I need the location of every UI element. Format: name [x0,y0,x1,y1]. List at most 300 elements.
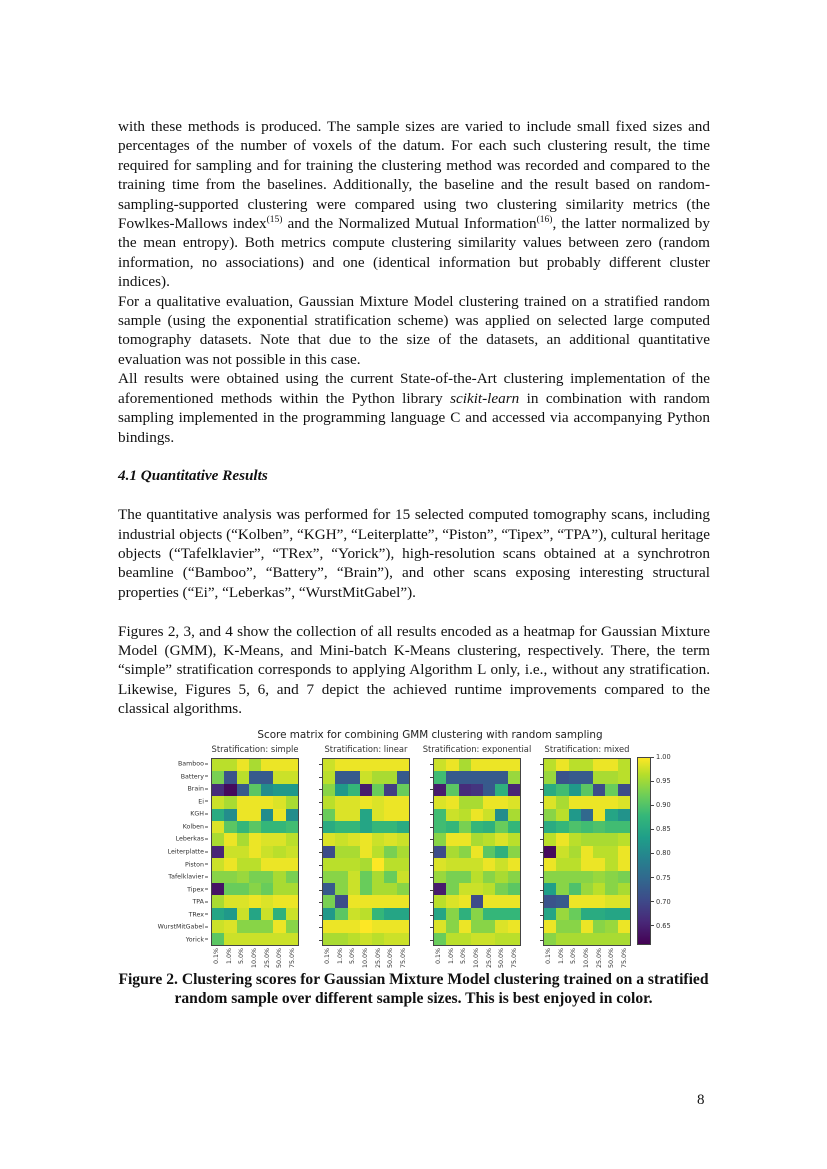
heatmap-cell [323,821,335,833]
y-tick [319,865,322,866]
row-label: Leiterplatte [168,849,208,856]
heatmap-cell [446,920,458,932]
heatmap-cell [618,833,630,845]
heatmap-cell [323,920,335,932]
chart-title: Score matrix for combining GMM clustering with random sampling [257,729,603,741]
heatmap-cell [224,784,236,796]
heatmap-cell [212,821,224,833]
heatmap-cell [593,796,605,808]
y-tick [430,890,433,891]
y-tick [540,877,543,878]
heatmap-cell [446,895,458,907]
heatmap-cell [335,883,347,895]
heatmap-cell [348,920,360,932]
heatmap-cell [286,908,298,920]
heatmap-cell [593,784,605,796]
heatmap-cell [556,895,568,907]
heatmap-cell [495,821,507,833]
heatmap-cell [495,871,507,883]
y-tick [430,839,433,840]
heatmap-cell [618,871,630,883]
heatmap-cell [249,858,261,870]
reference-16: (16) [536,215,553,226]
heatmap-cell [286,846,298,858]
heatmap-cell [237,883,249,895]
column-label: 75.0% [288,948,296,969]
heatmap-cell [556,833,568,845]
heatmap-cell [335,784,347,796]
heatmap-cell [372,821,384,833]
heatmap-cell [446,846,458,858]
heatmap-cell [495,784,507,796]
heatmap-cell [372,809,384,821]
heatmap-cell [397,933,409,945]
row-labels [120,758,208,946]
colorbar-tick: 0.85 [651,825,671,833]
heatmap-cell [397,784,409,796]
heatmap-cell [224,833,236,845]
heatmap-cell [508,771,520,783]
heatmap-cell [384,809,396,821]
heatmap-cell [372,895,384,907]
heatmap-cell [348,771,360,783]
y-tick [540,839,543,840]
y-tick [540,865,543,866]
heatmap-cell [618,809,630,821]
heatmap-cell [249,796,261,808]
heatmap-cell [495,895,507,907]
heatmap-cell [372,784,384,796]
heatmap-cell [581,784,593,796]
heatmap-cell [483,846,495,858]
heatmap-cell [569,883,581,895]
heatmap-cell [483,883,495,895]
heatmap-cell [618,771,630,783]
heatmap-cell [237,933,249,945]
heatmap-cell [273,895,285,907]
heatmap-cell [593,871,605,883]
heatmap-cell [434,796,446,808]
column-label: 10.0% [362,948,369,969]
heatmap-cell [286,933,298,945]
heatmap-cell [273,759,285,771]
heatmap-cell [605,833,617,845]
heatmap-cell [593,833,605,845]
heatmap-cell [212,908,224,920]
heatmap-cell [212,846,224,858]
heatmap-cell [323,858,335,870]
heatmap-cell [495,908,507,920]
heatmap-cell [397,920,409,932]
heatmap-cell [224,846,236,858]
heatmap-cell [446,858,458,870]
heatmap-cell [605,784,617,796]
y-tick [540,890,543,891]
heatmap-cell [569,933,581,945]
column-label: 25.0% [595,948,603,969]
row-label: Leberkas [176,836,208,843]
heatmap-cell [249,809,261,821]
heatmap-cell [495,809,507,821]
y-tick [319,927,322,928]
column-label: 0.1% [324,948,332,964]
heatmap-cell [360,833,372,845]
heatmap-cell [273,871,285,883]
heatmap-cell [605,858,617,870]
heatmap-cell [224,759,236,771]
section-heading: 4.1 Quantitative Results [118,467,268,485]
heatmap-cell [569,895,581,907]
heatmap-cell [348,784,360,796]
heatmap-cell [605,771,617,783]
paragraph-text: All results were obtained using the current State-of-the-Art clustering implementation of the aforementioned methods within the Python library [118,370,710,407]
y-tick [540,902,543,903]
heatmap-cell [212,759,224,771]
colorbar-tick: 0.90 [651,801,671,809]
y-tick [319,827,322,828]
row-label: Ei [198,798,208,805]
heatmap-cell [569,871,581,883]
heatmap-cell [397,821,409,833]
y-tick [319,915,322,916]
heatmap-cell [237,908,249,920]
y-tick [430,927,433,928]
heatmap-panel [433,758,521,946]
y-tick [540,777,543,778]
heatmap-cell [471,833,483,845]
column-label: 5.0% [349,948,357,964]
heatmap-cell [569,920,581,932]
paragraph-datasets: The quantitative analysis was performed for 15 selected computed tomography scans, including industrial objects (“Kolben”, “KGH”, “Leiterplatte”, “Piston”, “Tipex”, “TPA”), cultural heritage objects (“Tafelklavier”, “TRex”, “Yorick”), high-resolution scans obtained at a synchrotron beamline (“Bamboo”, “Battery”, “Brain”), and other scans exposing interesting structural properties (“Ei”, “Leberkas”, “WurstMitGabel”). [118,506,710,601]
heatmap-cell [618,759,630,771]
heatmap-cell [397,833,409,845]
heatmap-cell [434,908,446,920]
heatmap-cell [224,883,236,895]
heatmap-cell [483,871,495,883]
heatmap-cell [508,933,520,945]
row-label: TPA [192,899,208,906]
heatmap-panel [322,758,410,946]
heatmap-cell [569,759,581,771]
heatmap-cell [261,796,273,808]
heatmap-cell [397,895,409,907]
row-label: Tafelklavier [168,874,208,881]
heatmap-cell [544,908,556,920]
heatmap-cell [483,858,495,870]
heatmap-cell [261,759,273,771]
heatmap-cell [508,908,520,920]
y-tick [540,827,543,828]
heatmap-cell [360,771,372,783]
heatmap-cell [384,771,396,783]
heatmap-cell [618,784,630,796]
heatmap-cell [323,908,335,920]
heatmap-cell [495,846,507,858]
heatmap-cell [459,784,471,796]
heatmap-cell [434,920,446,932]
heatmap-cell [581,858,593,870]
heatmap-cell [372,858,384,870]
heatmap-cell [237,858,249,870]
heatmap-cell [508,821,520,833]
y-tick [540,927,543,928]
column-label: 1.0% [225,948,233,964]
heatmap-cell [593,933,605,945]
heatmap-cell [544,883,556,895]
heatmap-cell [384,871,396,883]
row-label: KGH [190,811,208,818]
y-tick [430,902,433,903]
heatmap-cell [273,883,285,895]
heatmap-cell [605,846,617,858]
y-tick [540,940,543,941]
column-label: 75.0% [399,948,407,969]
heatmap-cell [212,920,224,932]
heatmap-cell [348,933,360,945]
colorbar [637,757,651,945]
heatmap-cell [618,796,630,808]
heatmap-cell [459,895,471,907]
heatmap-cell [581,821,593,833]
heatmap-cell [495,920,507,932]
heatmap-cell [459,883,471,895]
heatmap-cell [286,895,298,907]
heatmap-cell [397,759,409,771]
row-label: Piston [185,861,208,868]
paragraph-text: in combination with random sampling implemented in the programming language C and accessed via accompanying Python bindings. [118,389,710,446]
heatmap-cell [618,858,630,870]
colorbar-tick: 0.80 [651,849,671,857]
heatmap-cell [556,771,568,783]
heatmap-cell [605,933,617,945]
y-tick [319,802,322,803]
heatmap-cell [593,858,605,870]
heatmap-cell [581,796,593,808]
heatmap-cell [495,759,507,771]
heatmap-cell [459,858,471,870]
heatmap-cell [249,833,261,845]
heatmap-cell [434,809,446,821]
heatmap-cell [335,895,347,907]
heatmap-cell [544,920,556,932]
heatmap-cell [605,895,617,907]
heatmap-cell [471,796,483,808]
heatmap-cell [360,871,372,883]
heatmap-cell [569,858,581,870]
heatmap-cell [335,933,347,945]
heatmap-cell [286,920,298,932]
heatmap-cell [605,908,617,920]
heatmap-cell [446,933,458,945]
heatmap-cell [544,821,556,833]
library-name: scikit-learn [450,389,520,407]
heatmap-cell [360,895,372,907]
heatmap-cell [273,821,285,833]
column-label: 0.1% [545,948,553,964]
heatmap-cell [459,846,471,858]
heatmap-cell [556,858,568,870]
column-label: 0.1% [213,948,221,964]
heatmap-cell [224,809,236,821]
heatmap-cell [286,883,298,895]
heatmap-cell [212,833,224,845]
column-label: 50.0% [498,948,506,969]
y-tick [430,865,433,866]
heatmap-cell [261,784,273,796]
heatmap-cell [348,883,360,895]
heatmap-cell [237,871,249,883]
heatmap-cell [556,784,568,796]
heatmap-cell [249,759,261,771]
heatmap-cell [618,821,630,833]
heatmap-cell [261,933,273,945]
heatmap-cell [249,908,261,920]
heatmap-cell [212,933,224,945]
heatmap-cell [397,796,409,808]
reference-15: (15) [266,215,283,226]
heatmap-cell [323,871,335,883]
heatmap-cell [605,809,617,821]
heatmap-cell [459,833,471,845]
heatmap-cell [593,883,605,895]
heatmap-cell [323,759,335,771]
heatmap-cell [446,809,458,821]
heatmap-cell [286,871,298,883]
heatmap-cell [384,796,396,808]
heatmap-cell [471,809,483,821]
heatmap-panel [543,758,631,946]
row-label: Kolben [183,823,208,830]
heatmap-cell [335,846,347,858]
heatmap-cell [483,796,495,808]
heatmap-cell [483,821,495,833]
paragraph-text: and the Normalized Mutual Information [282,215,537,233]
panel-title: Stratification: linear [324,744,408,754]
heatmap-cell [237,920,249,932]
figure-caption: Figure 2. Clustering scores for Gaussian Mixture Model clustering trained on a stratified random sample over different sample sizes. This is best enjoyed in color. [118,971,709,1007]
heatmap-cell [384,784,396,796]
heatmap-cell [286,821,298,833]
heatmap-cell [605,759,617,771]
heatmap-cell [212,784,224,796]
heatmap-cell [323,883,335,895]
heatmap-cell [556,871,568,883]
heatmap-cell [261,908,273,920]
heatmap-cell [384,908,396,920]
heatmap-cell [556,821,568,833]
heatmap-cell [372,908,384,920]
heatmap-cell [261,883,273,895]
heatmap-cell [495,833,507,845]
heatmap-cell [212,895,224,907]
heatmap-cell [249,871,261,883]
heatmap-cell [372,933,384,945]
column-label: 0.1% [435,948,443,964]
heatmap-cell [508,784,520,796]
heatmap-cell [212,871,224,883]
heatmap-cell [212,796,224,808]
page-body [118,117,710,719]
heatmap-cell [459,759,471,771]
heatmap-cell [434,833,446,845]
heatmap-cell [224,933,236,945]
heatmap-cell [237,895,249,907]
y-tick [430,877,433,878]
heatmap-cell [581,883,593,895]
heatmap-cell [471,759,483,771]
heatmap-cell [471,895,483,907]
heatmap-cell [459,920,471,932]
column-label: 25.0% [263,948,271,969]
heatmap-cell [249,895,261,907]
y-tick [319,789,322,790]
colorbar-tick: 0.65 [651,922,671,930]
heatmap-cell [335,920,347,932]
column-label: 1.0% [336,948,344,964]
heatmap-cell [569,809,581,821]
heatmap-cell [446,908,458,920]
heatmap-cell [508,833,520,845]
heatmap-cell [261,920,273,932]
heatmap-cell [249,920,261,932]
y-tick [540,915,543,916]
heatmap-cell [544,933,556,945]
y-tick [540,814,543,815]
heatmap-cell [384,883,396,895]
heatmap-cell [483,809,495,821]
heatmap-cell [348,908,360,920]
panel-title: Stratification: exponential [422,744,532,754]
paragraph-text: with these methods is produced. The sample sizes are varied to include small fixed sizes and percentages of the number of voxels of the datum. For each such clustering result, the time required for sampling and for training the clustering method was recorded and compared to the training time from the baselines. Additionally, the baseline and the result based on random-sampling-supported clustering were compared using two clustering similarity metrics (the Fowlkes-Mallows index [118,118,710,233]
heatmap-cell [237,759,249,771]
heatmap-cell [261,809,273,821]
column-label: 5.0% [460,948,468,964]
heatmap-cell [593,809,605,821]
heatmap-cell [605,883,617,895]
heatmap-cell [397,908,409,920]
heatmap-cell [483,771,495,783]
column-label: 25.0% [374,948,382,969]
heatmap-cell [581,833,593,845]
heatmap-cell [286,759,298,771]
y-tick [430,789,433,790]
heatmap-cell [434,784,446,796]
heatmap-cell [569,908,581,920]
heatmap-cell [372,796,384,808]
heatmap-cell [323,895,335,907]
heatmap-cell [237,821,249,833]
heatmap-cell [372,833,384,845]
heatmap-cell [360,933,372,945]
heatmap-cell [261,846,273,858]
heatmap-cell [605,796,617,808]
heatmap-cell [593,771,605,783]
heatmap-cell [212,883,224,895]
column-label: 25.0% [485,948,493,969]
heatmap-cell [335,871,347,883]
heatmap-cell [323,833,335,845]
heatmap-cell [508,809,520,821]
heatmap-cell [569,796,581,808]
heatmap-cell [224,771,236,783]
heatmap-cell [237,833,249,845]
heatmap-cell [581,759,593,771]
heatmap-cell [508,883,520,895]
panel-title: Stratification: simple [211,744,299,754]
heatmap-cell [581,846,593,858]
heatmap-cell [384,833,396,845]
heatmap-cell [273,771,285,783]
